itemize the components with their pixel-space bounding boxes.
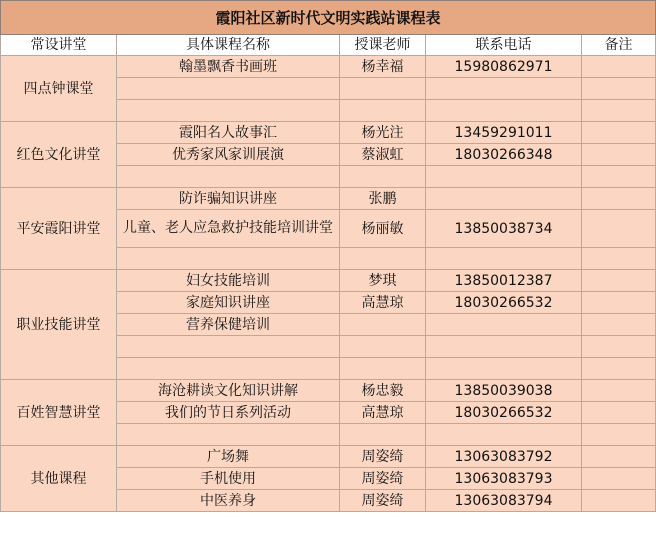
phone-cell: 13850039038	[426, 380, 582, 402]
teacher-cell: 周姿绮	[340, 446, 426, 468]
phone-cell: 13850038734	[426, 210, 582, 248]
category-cell: 百姓智慧讲堂	[1, 380, 117, 446]
note-cell	[582, 188, 656, 210]
category-cell: 红色文化讲堂	[1, 122, 117, 188]
teacher-cell: 蔡淑虹	[340, 144, 426, 166]
note-cell	[582, 314, 656, 336]
course-cell: 营养保健培训	[117, 314, 340, 336]
course-cell	[117, 166, 340, 188]
teacher-cell: 高慧琼	[340, 402, 426, 424]
note-cell	[582, 78, 656, 100]
teacher-cell: 张鹏	[340, 188, 426, 210]
category-cell: 平安霞阳讲堂	[1, 188, 117, 270]
teacher-cell: 杨幸福	[340, 56, 426, 78]
teacher-cell	[340, 166, 426, 188]
phone-cell: 15980862971	[426, 56, 582, 78]
category-cell: 四点钟课堂	[1, 56, 117, 122]
table-row	[1, 270, 656, 292]
table-row	[1, 56, 656, 78]
phone-cell: 18030266532	[426, 402, 582, 424]
course-cell	[117, 358, 340, 380]
teacher-cell: 高慧琼	[340, 292, 426, 314]
course-cell: 防诈骗知识讲座	[117, 188, 340, 210]
note-cell	[582, 424, 656, 446]
course-cell: 霞阳名人故事汇	[117, 122, 340, 144]
teacher-cell	[340, 78, 426, 100]
course-cell: 中医养身	[117, 490, 340, 512]
phone-cell: 13459291011	[426, 122, 582, 144]
phone-cell: 13850012387	[426, 270, 582, 292]
note-cell	[582, 270, 656, 292]
note-cell	[582, 490, 656, 512]
teacher-cell: 梦琪	[340, 270, 426, 292]
phone-cell	[426, 248, 582, 270]
table-row	[1, 446, 656, 468]
phone-cell	[426, 166, 582, 188]
course-cell: 海沧耕读文化知识讲解	[117, 380, 340, 402]
phone-cell: 13063083794	[426, 490, 582, 512]
phone-cell	[426, 336, 582, 358]
category-cell: 其他课程	[1, 446, 117, 512]
course-cell	[117, 336, 340, 358]
title-row	[1, 1, 656, 35]
teacher-cell	[340, 100, 426, 122]
header-phone: 联系电话	[426, 35, 582, 56]
note-cell	[582, 336, 656, 358]
note-cell	[582, 144, 656, 166]
note-cell	[582, 402, 656, 424]
course-cell: 广场舞	[117, 446, 340, 468]
note-cell	[582, 248, 656, 270]
course-cell: 手机使用	[117, 468, 340, 490]
note-cell	[582, 358, 656, 380]
table-row	[1, 380, 656, 402]
header-row	[1, 35, 656, 56]
phone-cell: 13063083793	[426, 468, 582, 490]
header-teacher: 授课老师	[340, 35, 426, 56]
note-cell	[582, 468, 656, 490]
header-course: 具体课程名称	[117, 35, 340, 56]
teacher-cell: 杨丽敏	[340, 210, 426, 248]
course-cell	[117, 210, 340, 248]
teacher-cell	[340, 248, 426, 270]
teacher-cell: 周姿绮	[340, 490, 426, 512]
course-text: 儿童、老人应急救护技能培训讲堂	[123, 220, 333, 236]
course-cell	[117, 424, 340, 446]
course-cell: 妇女技能培训	[117, 270, 340, 292]
phone-cell	[426, 314, 582, 336]
course-cell	[117, 100, 340, 122]
note-cell	[582, 446, 656, 468]
course-cell: 优秀家风家训展演	[117, 144, 340, 166]
note-cell	[582, 122, 656, 144]
note-cell	[582, 56, 656, 78]
phone-cell: 18030266532	[426, 292, 582, 314]
phone-cell: 18030266348	[426, 144, 582, 166]
teacher-cell: 杨光注	[340, 122, 426, 144]
phone-cell	[426, 358, 582, 380]
course-cell	[117, 248, 340, 270]
teacher-cell	[340, 424, 426, 446]
table-body	[1, 1, 656, 512]
note-cell	[582, 380, 656, 402]
course-cell	[117, 78, 340, 100]
phone-cell	[426, 100, 582, 122]
category-cell: 职业技能讲堂	[1, 270, 117, 380]
teacher-cell	[340, 336, 426, 358]
phone-cell	[426, 78, 582, 100]
note-cell	[582, 100, 656, 122]
teacher-cell: 周姿绮	[340, 468, 426, 490]
course-cell: 翰墨飘香书画班	[117, 56, 340, 78]
header-note: 备注	[582, 35, 656, 56]
header-category: 常设讲堂	[1, 35, 117, 56]
teacher-cell	[340, 314, 426, 336]
note-cell	[582, 166, 656, 188]
phone-cell: 13063083792	[426, 446, 582, 468]
phone-cell	[426, 188, 582, 210]
phone-cell	[426, 424, 582, 446]
teacher-cell	[340, 358, 426, 380]
course-cell: 我们的节日系列活动	[117, 402, 340, 424]
table-title: 霞阳社区新时代文明实践站课程表	[1, 1, 656, 35]
note-cell	[582, 292, 656, 314]
note-cell	[582, 210, 656, 248]
teacher-cell: 杨忠毅	[340, 380, 426, 402]
table-row	[1, 188, 656, 210]
table-row	[1, 122, 656, 144]
course-cell: 家庭知识讲座	[117, 292, 340, 314]
